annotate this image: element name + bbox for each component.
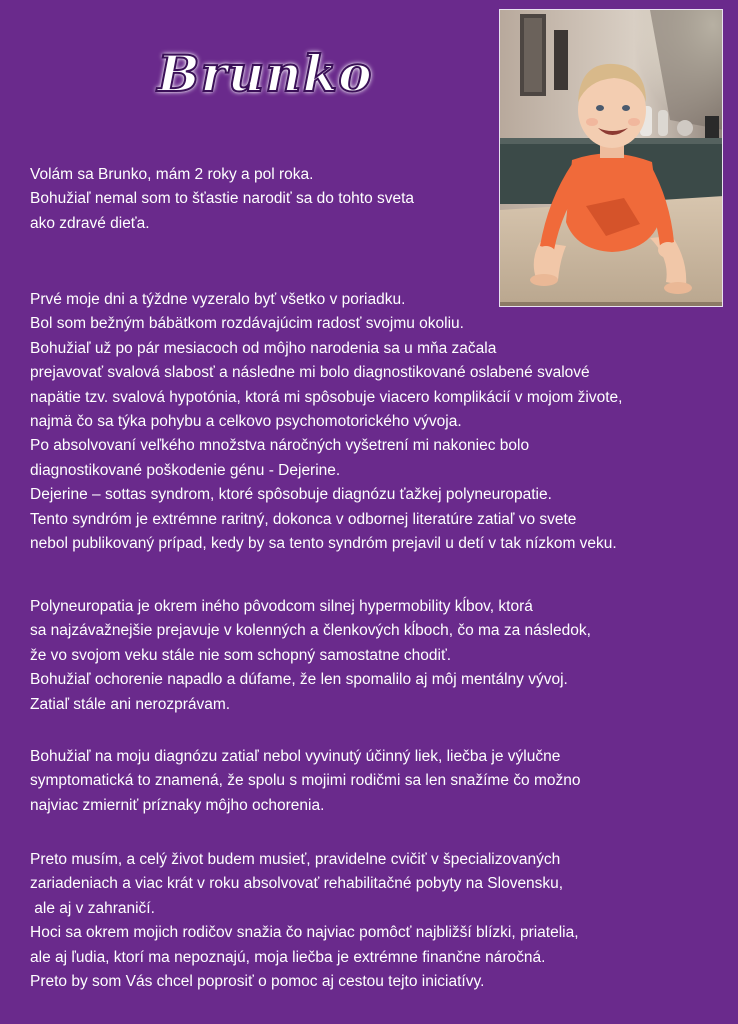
text-line: Prvé moje dni a týždne vyzeralo byť všetko v poriadku. [30,291,406,308]
text-line: Tento syndróm je extrémne raritný, dokonca v odbornej literatúre zatiaľ vo svete [30,510,577,528]
text-line: ale aj v zahraničí. [30,899,155,917]
text-line: Dejerine – sottas syndrom, ktoré spôsobuje diagnózu ťažkej polyneuropatie. [30,486,552,504]
text-line: Preto musím, a celý život budem musieť, pravidelne cvičiť v špecializovaných [30,851,561,868]
text-line: Hoci sa okrem mojich rodičov snažia čo najviac pomôcť najbližší blízki, priatelia, [30,924,579,942]
text-line: ale aj ľudia, ktorí ma nepoznajú, moja liečba je extrémne finančne náročná. [30,948,546,966]
text-line: Bohužiaľ na moju diagnózu zatiaľ nebol vyvinutý účinný liek, liečba je výlučne [30,748,561,765]
text-line: ako zdravé dieťa. [30,214,150,232]
text-line: Po absolvovaní veľkého množstva náročných vyšetrení mi nakoniec bolo [30,437,530,455]
text-line: najviac zmierniť príznaky môjho ochorenia. [30,796,325,814]
text-line: Bohužiaľ už po pár mesiacoch od môjho narodenia sa u mňa začala [30,339,497,357]
paragraph-intro [30,163,414,236]
child-photo [499,9,723,307]
text-line: diagnostikované poškodenie génu - Dejerine. [30,461,341,479]
text-line: že vo svojom veku stále nie som schopný samostatne chodiť. [30,646,452,664]
text-line: najmä čo sa týka pohybu a celkovo psychomotorického vývoja. [30,413,462,431]
child-photo-icon [500,10,723,307]
text-line: Volám sa Brunko, mám 2 roky a pol roka. [30,166,314,183]
paragraph-polyneuropathy [30,595,591,717]
text-line: napätie tzv. svalová hypotónia, ktorá mi spôsobuje viacero komplikácií v mojom živote, [30,388,623,406]
text-line: symptomatická to znamená, že spolu s mojimi rodičmi sa len snažíme čo možno [30,772,581,790]
text-line: zariadeniach a viac krát v roku absolvovať rehabilitačné pobyty na Slovensku, [30,875,564,893]
text-line: Preto by som Vás chcel poprosiť o pomoc aj cestou tejto iniciatívy. [30,973,485,991]
text-line: nebol publikovaný prípad, kedy by sa tento syndróm prejavil u detí v tak nízkom veku. [30,535,617,553]
paragraph-appeal [30,848,579,994]
text-line: Polyneuropatia je okrem iného pôvodcom silnej hypermobility kĺbov, ktorá [30,598,533,615]
text-line: Bohužiaľ nemal som to šťastie narodiť sa do tohto sveta [30,190,415,208]
text-line: prejavovať svalová slabosť a následne mi bolo diagnostikované oslabené svalové [30,364,590,382]
text-line: Bol som bežným bábätkom rozdávajúcim radosť svojmu okoliu. [30,315,464,333]
text-line: sa najzávažnejšie prejavuje v kolenných a členkových kĺboch, čo ma za následok, [30,622,591,640]
paragraph-treatment [30,745,580,818]
page-title: Brunko [157,44,373,103]
text-line: Zatiaľ stále ani nerozprávam. [30,695,231,713]
text-line: Bohužiaľ ochorenie napadlo a dúfame, že len spomalilo aj môj mentálny vývoj. [30,671,568,689]
paragraph-diagnosis [30,288,622,556]
